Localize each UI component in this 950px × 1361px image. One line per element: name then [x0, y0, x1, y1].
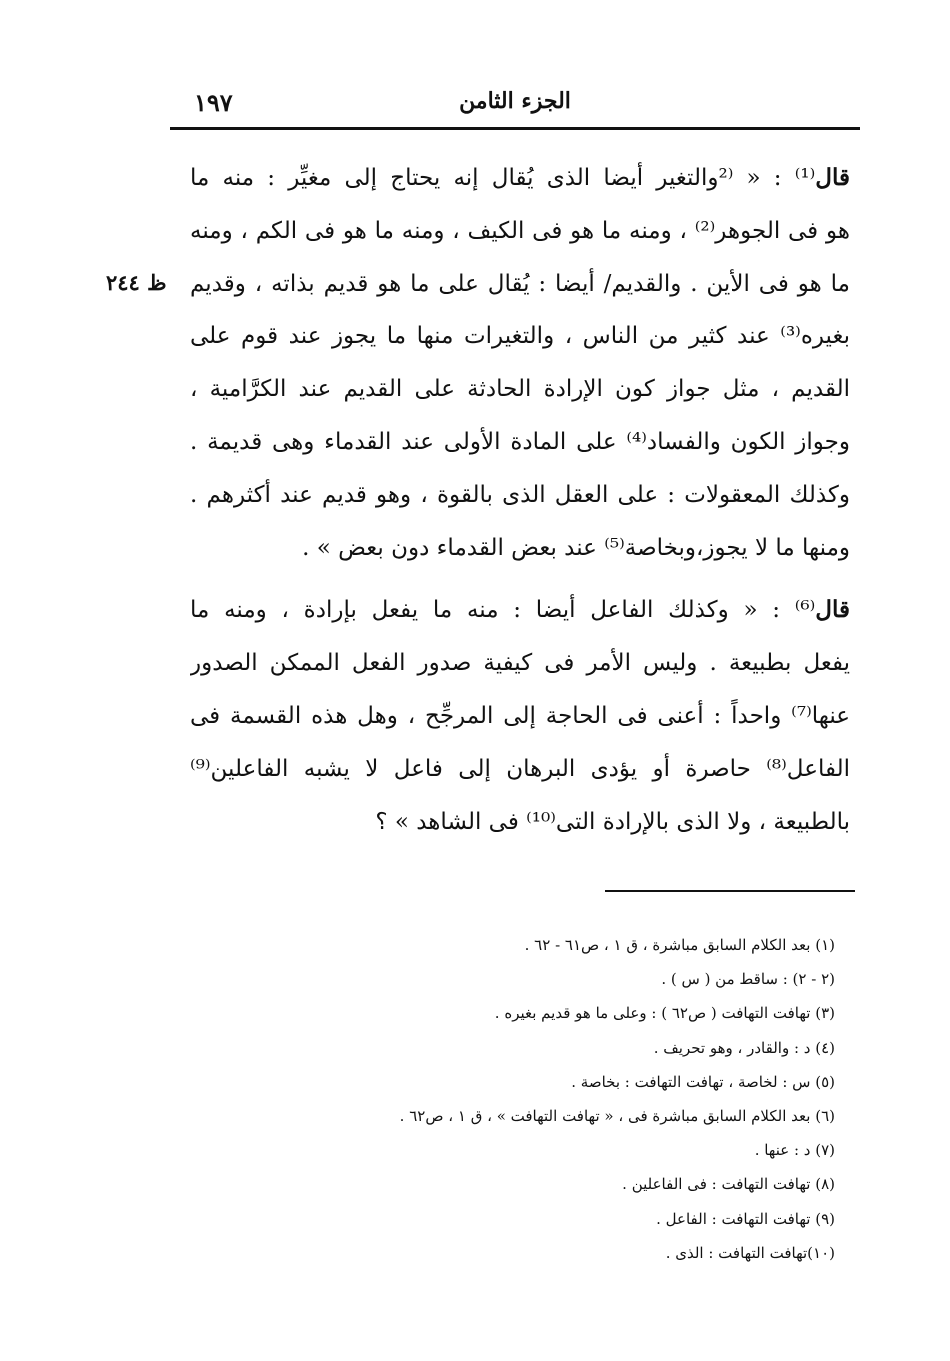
lead-word: قال	[815, 164, 850, 191]
main-text	[190, 152, 850, 848]
running-title: الجزء الثامن	[459, 88, 571, 114]
footnote: (١) بعد الكلام السابق مباشرة ، ق ١ ، ص٦١ - ٦٢ .	[524, 936, 835, 954]
text-line: قال⁽⁶⁾ : « وكذلك الفاعل أيضا : منه ما يفعل بإرادة ، ومنه ما	[190, 596, 850, 624]
text-line: بالطبيعة ، ولا الذى بالإرادة التى⁽¹⁰⁾ فى الشاهد » ؟	[375, 808, 850, 835]
lead-word: قال	[815, 596, 850, 624]
text-line: الفاعل⁽⁸⁾ حاصرة أو يؤدى البرهان إلى فاعل لا يشبه الفاعلين⁽⁹⁾	[190, 755, 850, 782]
footnote: (٢ - ٢) : ساقط من ( س ) .	[661, 970, 835, 989]
text-line: هو فى الجوهر⁽²⁾ ، ومنه ما هو فى الكيف ، ومنه ما هو فى الكم ، ومنه	[190, 217, 850, 244]
footnote: (٩) تهافت التهافت : الفاعل .	[656, 1209, 835, 1228]
text-line: القديم ، مثل جواز كون الإرادة الحادثة على القديم عند الكرَّامية ،	[190, 376, 850, 403]
footnote: (٧) د : عنها .	[754, 1141, 835, 1160]
paragraph-2	[190, 584, 850, 848]
text-line: يفعل بطبيعة . وليس الأمر فى كيفية صدور الفعل الممكن الصدور	[190, 650, 850, 677]
text-line: بغيره⁽³⁾ عند كثير من الناس ، والتغيرات منها ما يجوز عند قوم على	[190, 323, 850, 350]
page-number: ١٩٧	[194, 88, 233, 117]
footnote: (٥) س : لخاصة ، تهافت التهافت : بخاصة .	[571, 1072, 835, 1091]
footnotes	[300, 928, 835, 1270]
footnote: (١٠)تهافت التهافت : الذى .	[665, 1243, 835, 1262]
footnote: (٦) بعد الكلام السابق مباشرة فى ، « تهافت التهافت » ، ق ١ ، ص٦٢ .	[399, 1106, 835, 1125]
paragraph-gap	[190, 574, 850, 584]
footnote: (٣) تهافت التهافت ( ص٦٢ ) : وعلى ما هو قديم بغيره .	[494, 1004, 835, 1023]
text-line: وجواز الكون والفساد⁽⁴⁾ على المادة الأولى عند القدماء وهى قديمة .	[190, 428, 850, 455]
text-line: عنها⁽⁷⁾ واحداً : أعنى فى الحاجة إلى المرجِّح ، وهل هذه القسمة فى	[190, 702, 850, 729]
header-rule	[170, 127, 860, 130]
manuscript-folio-reference: ظ ٢٤٤	[106, 270, 167, 295]
text-line: وكذلك المعقولات : على العقل الذى بالقوة ، وهو قديم عند أكثرهم .	[190, 481, 850, 508]
footnote-separator	[605, 890, 855, 892]
paragraph-1	[190, 152, 850, 574]
text-line: ما هو فى الأين . والقديم/ أيضا : يُقال على ما هو قديم بذاته ، وقديم	[190, 270, 850, 297]
text-line: ومنها ما لا يجوز،وبخاصة⁽⁵⁾ عند بعض القدماء دون بعض » .	[302, 534, 850, 561]
page-header	[170, 80, 860, 130]
text-line: قال⁽¹⁾ : « ⁽²والتغير أيضا الذى يُقال إنه يحتاج إلى مغيِّر : منه ما	[190, 164, 850, 191]
footnote: (٨) تهافت التهافت : فى الفاعلين .	[622, 1175, 835, 1194]
footnote: (٤) د : والقادر ، وهو تحريف .	[653, 1038, 835, 1057]
